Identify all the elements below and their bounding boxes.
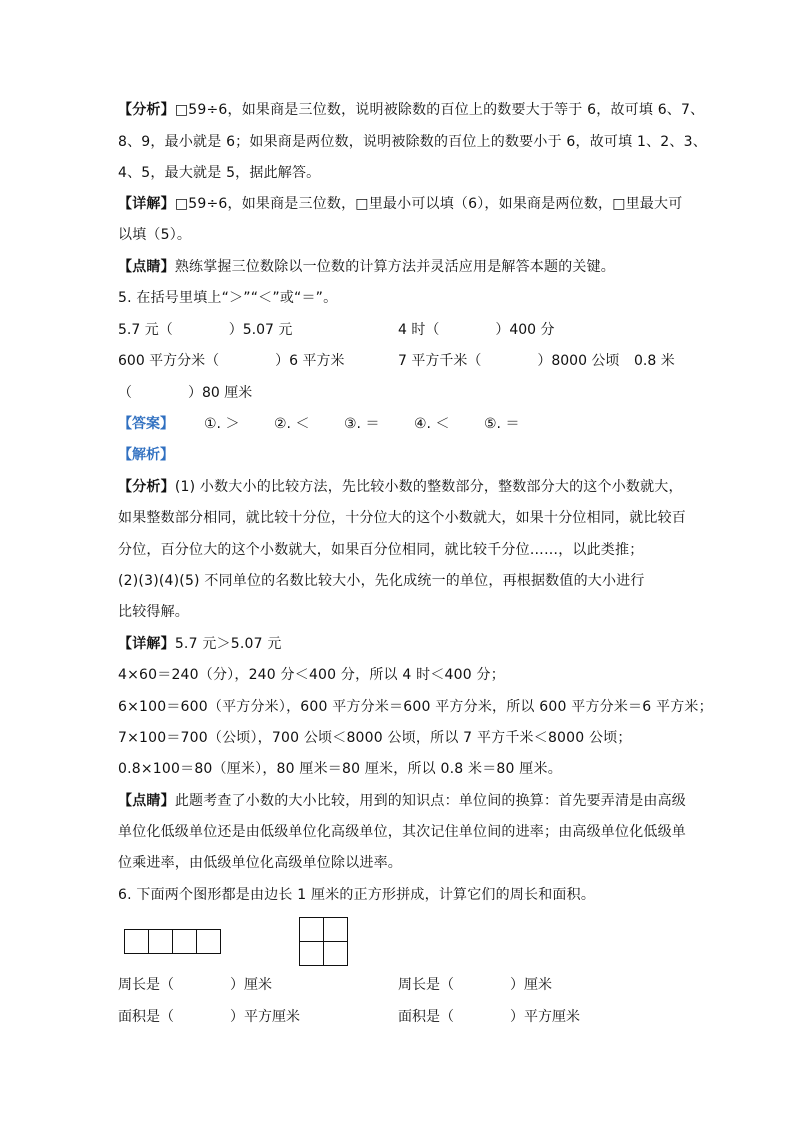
analysis-5-line-5: 比较得解。 <box>118 604 189 620</box>
detail-1-line-2: 以填（5）。 <box>118 227 192 243</box>
q5-blank-1: 5.7 元（ ）5.07 元 <box>118 322 293 338</box>
comment-5-text: 此题考查了小数的大小比较，用到的知识点：单位间的换算：首先要弄清是由高级 <box>174 793 687 809</box>
analysis-tag: 【分析】 <box>118 102 175 118</box>
q5-blank-4: 7 平方千米（ ）8000 公顷 <box>398 353 620 369</box>
q6-perimeter-right: 周长是（ ）厘米 <box>398 977 552 993</box>
answer-item-3: ③. ＝ <box>344 416 380 432</box>
unit-square <box>299 917 324 942</box>
q5-blank-2: 4 时（ ）400 分 <box>398 322 555 338</box>
detail-tag: 【详解】 <box>118 196 175 212</box>
answer-item-4: ④. ＜ <box>414 416 450 432</box>
analysis-tag: 【分析】 <box>118 479 175 495</box>
unit-square <box>124 929 149 954</box>
answer-tag: 【答案】 <box>118 416 174 432</box>
comment-1-text: 熟练掌握三位数除以一位数的计算方法并灵活应用是解答本题的关键。 <box>174 259 616 275</box>
q5-blank-5-end: （ ）80 厘米 <box>118 385 253 401</box>
unit-square <box>196 929 221 954</box>
analysis-1-line-2: 8、9，最小就是 6；如果商是两位数，说明被除数的百位上的数要小于 6，故可填 1、2、3、 <box>118 134 707 150</box>
analysis-1-text: □59÷6，如果商是三位数，说明被除数的百位上的数要大于等于 6，故可填 6、7、 <box>174 102 705 118</box>
detail-5-line-2: 4×60＝240（分），240 分＜400 分，所以 4 时＜400 分； <box>118 667 505 683</box>
analysis-5-line-2: 如果整数部分相同，就比较十分位，十分位大的这个小数就大，如果十分位相同，就比较百 <box>118 510 686 526</box>
question-5-title: 5. 在括号里填上“＞”“＜”或“＝”。 <box>118 290 338 306</box>
q6-perimeter-left: 周长是（ ）厘米 <box>118 977 272 993</box>
detail-1-line-1 <box>118 193 683 215</box>
detail-5-line-4: 7×100＝700（公顷），700 公顷＜8000 公顷，所以 7 平方千米＜8000 公顷； <box>118 730 632 746</box>
unit-square <box>299 941 324 966</box>
answer-item-5: ⑤. ＝ <box>484 416 520 432</box>
analysis-5-line-4: (2)(3)(4)(5) 不同单位的名数比较大小，先化成统一的单位，再根据数值的大小进行 <box>118 573 645 589</box>
detail-tag: 【详解】 <box>118 636 175 652</box>
analysis-1-line-1 <box>118 99 705 121</box>
unit-square <box>323 917 348 942</box>
comment-tag: 【点睛】 <box>118 793 175 809</box>
comment-tag: 【点睛】 <box>118 259 175 275</box>
analysis-1-line-3: 4、5，最大就是 5，据此解答。 <box>118 165 321 181</box>
comment-5-line-3: 位乘进率，由低级单位化高级单位除以进率。 <box>118 855 402 871</box>
detail-5-line-3: 6×100＝600（平方分米），600 平方分米＝600 平方分米，所以 600 平方分米＝6 平方米； <box>118 699 713 715</box>
figure-two-by-two-squares <box>299 917 348 966</box>
q5-blank-5-start: 0.8 米 <box>634 353 675 369</box>
q6-area-right: 面积是（ ）平方厘米 <box>398 1009 580 1025</box>
q6-area-left: 面积是（ ）平方厘米 <box>118 1009 300 1025</box>
figure-four-squares-row <box>124 929 221 954</box>
unit-square <box>172 929 197 954</box>
analysis-5-line-3: 分位，百分位大的这个小数就大，如果百分位相同，就比较千分位……，以此类推； <box>118 542 644 558</box>
detail-5-line-5: 0.8×100＝80（厘米），80 厘米＝80 厘米，所以 0.8 米＝80 厘米。 <box>118 761 562 777</box>
answer-item-2: ②. ＜ <box>274 416 310 432</box>
unit-square <box>148 929 173 954</box>
answer-item-1: ①. ＞ <box>204 416 240 432</box>
question-6-title: 6. 下面两个图形都是由边长 1 厘米的正方形拼成，计算它们的周长和面积。 <box>118 887 596 903</box>
analysis-5-text: (1) 小数大小的比较方法，先比较小数的整数部分，整数部分大的这个小数就大， <box>174 479 683 495</box>
detail-5-text: 5.7 元＞5.07 元 <box>174 636 282 652</box>
analysis-5-line-1 <box>118 476 683 498</box>
comment-5-line-1 <box>118 790 687 812</box>
comment-5-line-2: 单位化低级单位还是由低级单位化高级单位，其次记住单位间的进率；由高级单位化低级单 <box>118 824 686 840</box>
comment-1 <box>118 256 678 278</box>
detail-5-line-1 <box>118 633 678 655</box>
unit-square <box>323 941 348 966</box>
q5-blank-3: 600 平方分米（ ）6 平方米 <box>118 353 345 369</box>
jiexi-tag: 【解析】 <box>118 447 174 463</box>
detail-1-text: □59÷6，如果商是三位数，□里最小可以填（6），如果商是两位数，□里最大可 <box>174 196 683 212</box>
